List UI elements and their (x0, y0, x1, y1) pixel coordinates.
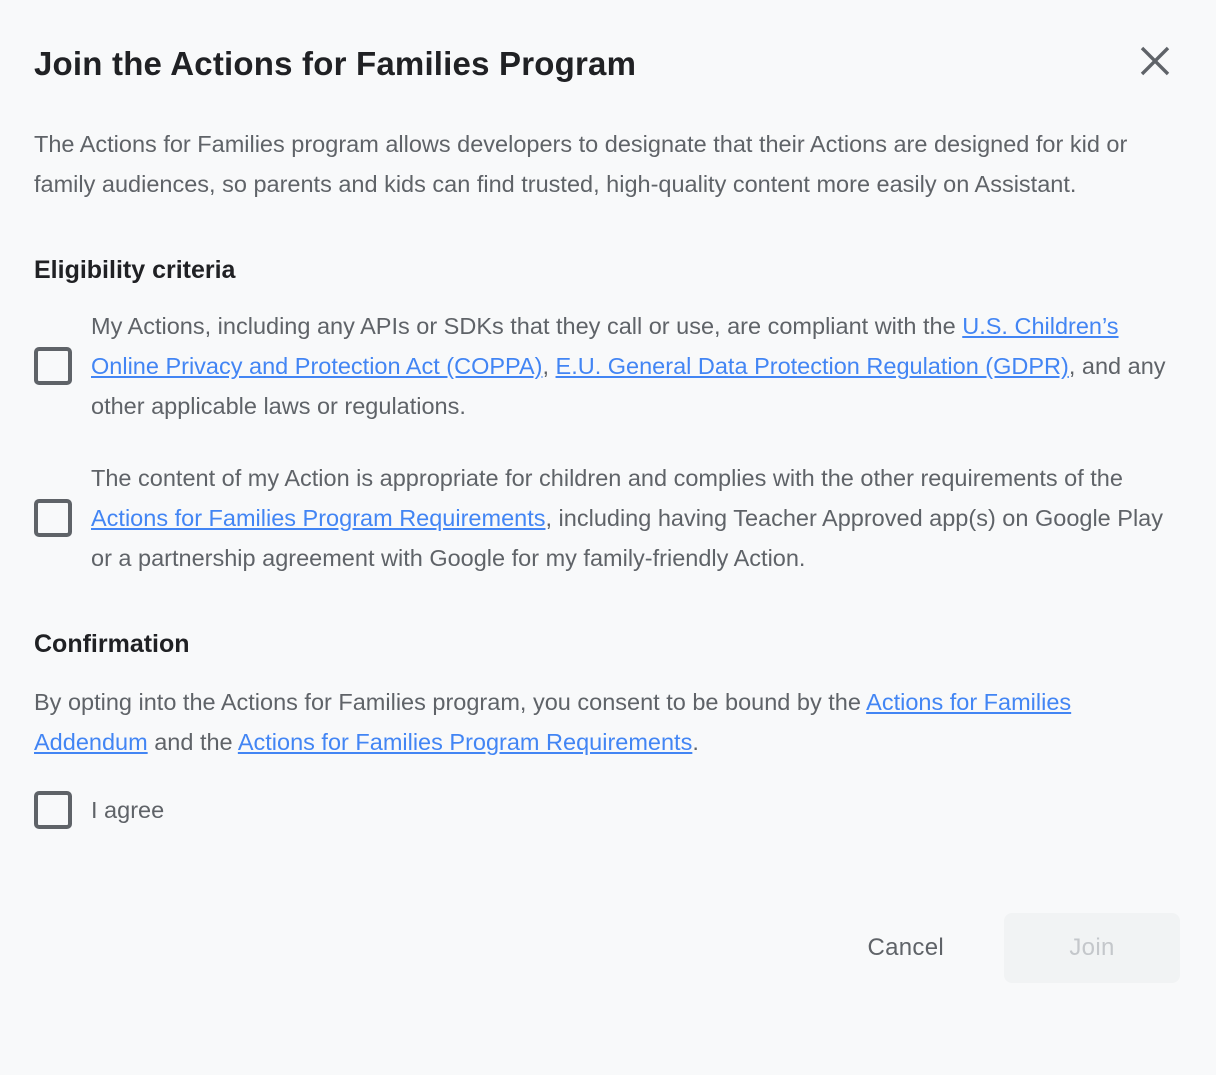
close-icon (1138, 44, 1172, 78)
coppa-link[interactable]: U.S. Children’s Online Privacy and Protection Act (COPPA) (91, 313, 1119, 379)
agree-label: I agree (91, 797, 165, 823)
intro-text: The Actions for Families program allows developers to designate that their Actions are designed for kid or family audiences, so parents and kids can find trusted, high-quality content more easily on Assistant. (34, 131, 1128, 197)
eligibility-heading: Eligibility criteria (34, 256, 236, 284)
agree-row (34, 790, 1180, 830)
confirmation-heading: Confirmation (34, 630, 190, 658)
eligibility-checkbox-1[interactable] (34, 347, 72, 385)
program-requirements-link[interactable]: Actions for Families Program Requirements (91, 505, 546, 531)
eligibility-checkbox-2[interactable] (34, 499, 72, 537)
program-requirements-link[interactable]: Actions for Families Program Requirements (237, 729, 693, 755)
dialog-title: Join the Actions for Families Program (34, 45, 637, 82)
join-button[interactable]: Join (1004, 913, 1180, 983)
eligibility-item-1 (34, 306, 1180, 426)
families-addendum-link[interactable]: Actions for Families Addendum (34, 689, 1072, 755)
eligibility-item-2 (34, 458, 1180, 578)
text-segment: , (542, 353, 556, 379)
text-segment: My Actions, including any APIs or SDKs that they call or use, are compliant with the (91, 313, 963, 339)
confirmation-text (34, 682, 1180, 762)
text-segment: By opting into the Actions for Families program, you consent to be bound by the (34, 689, 867, 715)
cancel-button[interactable]: Cancel (849, 913, 962, 983)
text-segment: and the (147, 729, 238, 755)
eligibility-item-2-text (91, 458, 1173, 578)
gdpr-link[interactable]: E.U. General Data Protection Regulation (GDPR) (555, 353, 1069, 379)
eligibility-item-1-text (91, 306, 1173, 426)
text-segment: The content of my Action is appropriate for children and complies with the other requirements of the (91, 465, 1123, 491)
text-segment: , including having Teacher Approved app(s) on Google Play or a partnership agreement with Google for my family-friendly Action. (91, 505, 1163, 571)
agree-checkbox[interactable] (34, 791, 72, 829)
text-segment: , and any other applicable laws or regulations. (91, 353, 1166, 419)
dialog-actions (34, 913, 1180, 983)
close-button[interactable] (1134, 40, 1176, 82)
text-segment: . (692, 729, 699, 755)
